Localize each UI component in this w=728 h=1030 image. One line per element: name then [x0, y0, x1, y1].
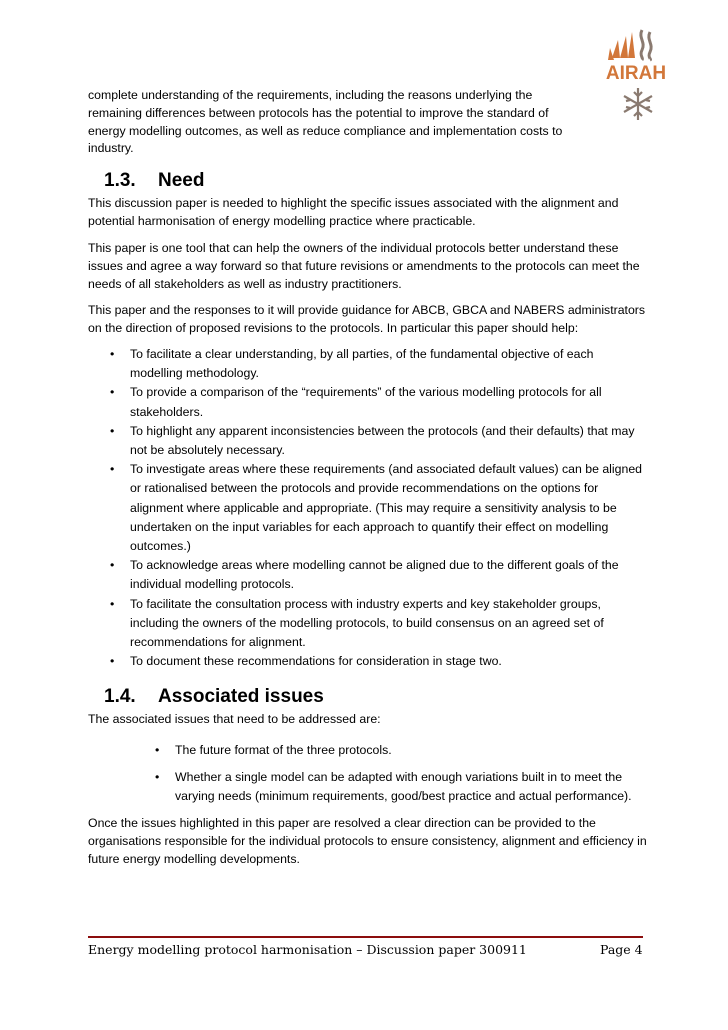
need-paragraph-2: This paper is one tool that can help the owners of the individual protocols better understand these issues and agree a way forward so that future revisions or amendments to the protocols can meet the needs of all stakeholders as well as industry practitioners.	[88, 241, 640, 291]
list-item: • To highlight any apparent inconsistencies between the protocols (and their defaults) that may not be absolutely necessary.	[88, 422, 648, 460]
section-title: Associated issues	[158, 686, 324, 707]
issues-bullet-list	[88, 741, 648, 807]
issues-intro: The associated issues that need to be addressed are:	[88, 712, 381, 726]
logo-wordmark: AIRAH	[605, 63, 667, 84]
need-paragraph-1: This discussion paper is needed to highlight the specific issues associated with the alignment and potential harmonisation of energy modelling practice where practicable.	[88, 196, 619, 228]
need-bullet-list	[88, 345, 648, 671]
intro-paragraph: complete understanding of the requirements, including the reasons underlying the remaining differences between protocols has the potential to improve the standard of energy modelling outcomes, as well as reduce compliance and implementation costs to industry.	[88, 88, 563, 156]
list-item: • The future format of the three protocols.	[88, 741, 648, 760]
section-number: 1.3.	[104, 170, 136, 191]
section-heading-need	[104, 170, 204, 192]
list-item: • To acknowledge areas where modelling cannot be aligned due to the different goals of the individual modelling protocols.	[88, 556, 648, 594]
list-item: • To facilitate the consultation process with industry experts and key stakeholder groups, including the owners of the modelling protocols, to build consensus on an agreed set of recommendations for alignment.	[88, 595, 648, 653]
list-item: • To investigate areas where these requirements (and associated default values) can be aligned or rationalised between the protocols and provide recommendations on the options for alignment where applicable and appropriate. (This may require a sensitivity analysis to be undertaken on the input variables for each approach to quantify their effect on modelling outcomes.)	[88, 460, 648, 556]
airah-logo-icon	[598, 26, 674, 122]
footer-title: Energy modelling protocol harmonisation – Discussion paper 300911	[88, 942, 527, 957]
need-paragraph-3: This paper and the responses to it will provide guidance for ABCB, GBCA and NABERS administrators on the direction of proposed revisions to the protocols. In particular this paper should help:	[88, 303, 646, 335]
list-item: • To provide a comparison of the “requirements” of the various modelling protocols for all stakeholders.	[88, 383, 648, 421]
section-number: 1.4.	[104, 686, 136, 707]
page-number: Page 4	[600, 942, 643, 957]
section-title: Need	[158, 170, 205, 191]
list-item: • To facilitate a clear understanding, by all parties, of the fundamental objective of each modelling methodology.	[88, 345, 648, 383]
section-heading-associated-issues	[104, 686, 324, 708]
list-item: • Whether a single model can be adapted with enough variations built in to meet the varying needs (minimum requirements, good/best practice and actual performance).	[88, 768, 648, 806]
closing-paragraph: Once the issues highlighted in this paper are resolved a clear direction can be provided to the organisations responsible for the individual protocols to ensure consistency, alignment and efficiency in future energy modelling developments.	[88, 816, 647, 866]
airah-logo	[598, 26, 674, 122]
list-item: • To document these recommendations for consideration in stage two.	[88, 652, 648, 671]
footer-divider	[88, 936, 643, 938]
